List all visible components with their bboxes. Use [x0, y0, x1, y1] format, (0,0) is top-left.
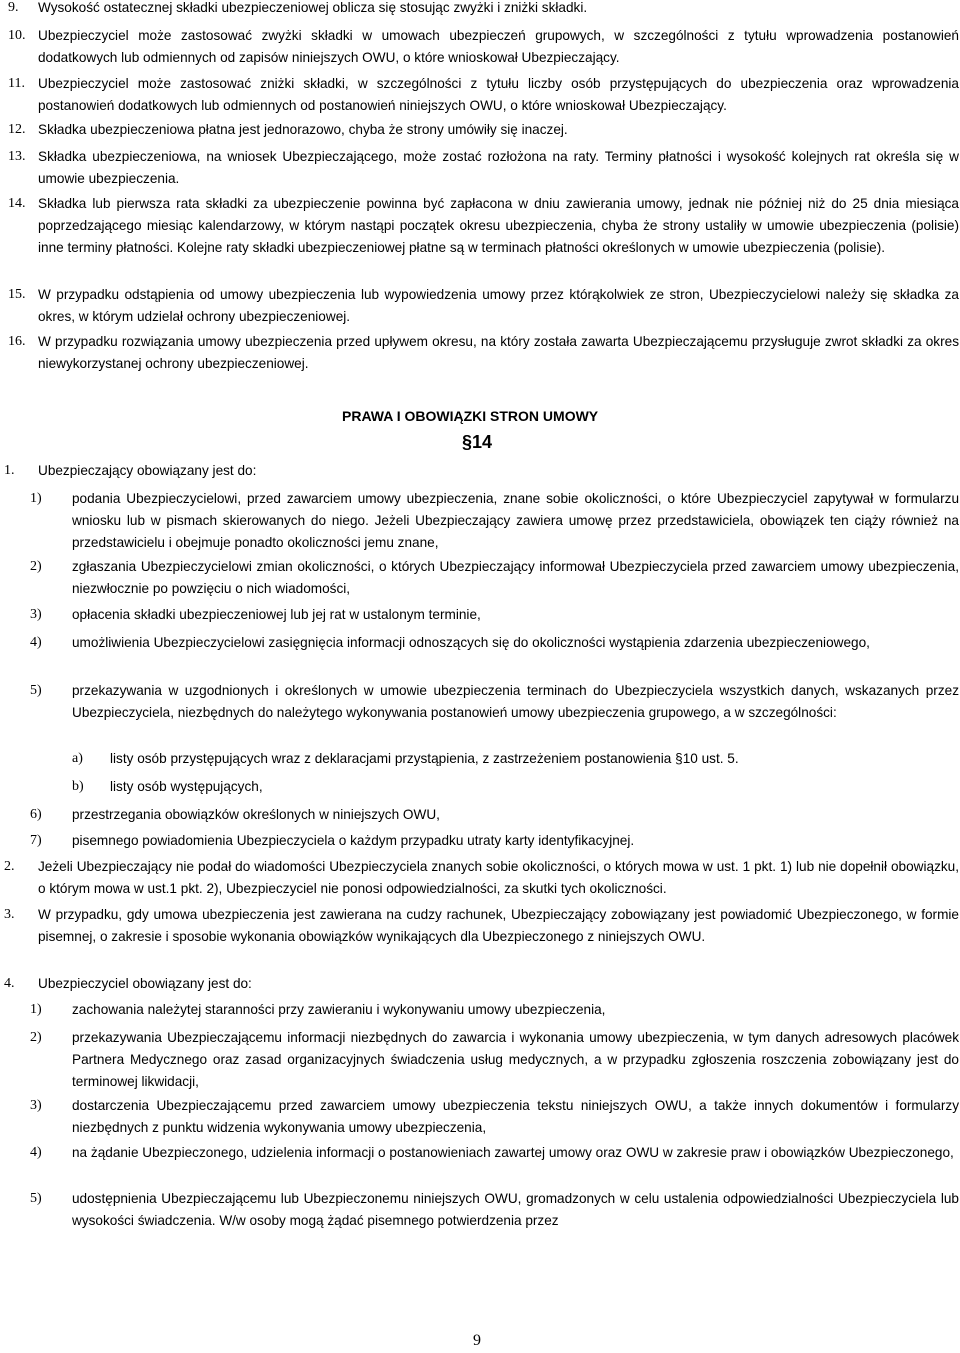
paragraph-text: Ubezpieczyciel może zastosować zniżki składki, w szczególności z tytułu liczby osób przystępujących do ubezpieczenia oraz wprowadzenia postanowień dodatkowych lub odmiennych od postanowień niniejszych OWU, o które wnioskował Ubezpieczający.	[38, 76, 959, 113]
subitem-text: listy osób występujących,	[110, 779, 263, 794]
item-number: 5)	[30, 683, 42, 698]
paragraph-text: Ubezpieczyciel może zastosować zwyżki składki w umowach ubezpieczeń grupowych, w szczególności z tytułu wprowadzenia postanowień dodatkowych lub odmiennych od zapisów niniejszych OWU, o które wnioskował Ubezpieczający.	[38, 28, 959, 65]
item-text: udostępnienia Ubezpieczającemu lub Ubezpieczonemu niniejszych OWU, gromadzonych w celu ustalenia odpowiedzialności Ubezpieczyciela lub wysokości świadczenia. W/w osoby mogą żądać pisemnego potwierdzenia przez	[72, 1191, 959, 1228]
item-text: pisemnego powiadomienia Ubezpieczyciela o każdym przypadku utraty karty identyfikacyjnej.	[72, 833, 635, 848]
paragraph-number: 11.	[8, 76, 25, 91]
item-number: 1)	[30, 491, 42, 506]
item-text: zachowania należytej staranności przy zawieraniu i wykonywaniu umowy ubezpieczenia,	[72, 1002, 606, 1017]
paragraph-text: Składka ubezpieczeniowa, na wniosek Ubezpieczającego, może zostać rozłożona na raty. Terminy płatności i wysokość kolejnych rat określa się w umowie ubezpieczenia.	[38, 149, 959, 186]
item-number: 3)	[30, 607, 42, 622]
item-number: 4)	[30, 635, 42, 650]
subitem-text: listy osób przystępujących wraz z deklaracjami przystąpienia, z zastrzeżeniem postanowienia §10 ust. 5.	[110, 751, 739, 766]
item-number: 4)	[30, 1145, 42, 1160]
item-number: 6)	[30, 807, 42, 822]
point-text: Ubezpieczyciel obowiązany jest do:	[38, 976, 252, 991]
point-number: 3.	[4, 907, 15, 922]
point-text: Jeżeli Ubezpieczający nie podał do wiadomości Ubezpieczyciela znanych sobie okoliczności, o których mowa w ust. 1 pkt. 1) lub nie dopełnił obowiązku, o którym mowa w ust.1 pkt. 2), Ubezpieczyciel nie ponosi odpowiedzialności, za skutki tych okoliczności.	[38, 859, 959, 896]
item-number: 3)	[30, 1098, 42, 1113]
paragraph-text: W przypadku rozwiązania umowy ubezpieczenia przed upływem okresu, na który została zawarta Ubezpieczającemu przysługuje zwrot składki za okres niewykorzystanej ochrony ubezpieczeniowej.	[38, 334, 959, 371]
paragraph-number: 13.	[8, 149, 26, 164]
item-text: przekazywania Ubezpieczającemu informacji niezbędnych do zawarcia i wykonania umowy ubezpieczenia, w tym danych adresowych placówek Partnera Medycznego oraz zasad organizacyjnych świadczenia usług medycznych, a w przypadku zgłoszenia roszczenia zobowiązany jest do terminowej likwidacji,	[72, 1030, 959, 1089]
point-text: W przypadku, gdy umowa ubezpieczenia jest zawierana na cudzy rachunek, Ubezpieczający zobowiązany jest powiadomić Ubezpieczonego, w formie pisemnej, o zakresie i sposobie wykonania obowiązków wynikających dla Ubezpieczonego z niniejszych OWU.	[38, 907, 959, 944]
point-number: 1.	[4, 463, 15, 478]
paragraph-text: Składka lub pierwsza rata składki za ubezpieczenie powinna być zapłacona w dniu zawierania umowy, jednak nie później niż do 25 dnia miesiąca poprzedzającego miesiąc kalendarzowy, w którym nastąpi początek okresu ubezpieczenia, chyba że strony ustaliły w umowie ubezpieczenia (polisie) inne terminy płatności. Kolejne raty składki ubezpieczeniowej płatne są w terminach płatności określonych w umowie ubezpieczenia (polisie).	[38, 196, 959, 255]
item-text: umożliwienia Ubezpieczycielowi zasięgnięcia informacji odnoszących się do okoliczności wystąpienia zdarzenia ubezpieczeniowego,	[72, 635, 870, 650]
paragraph-number: 16.	[8, 334, 26, 349]
item-text: zgłaszania Ubezpieczycielowi zmian okoliczności, o których Ubezpieczający informował Ubezpieczyciela przed zawarciem umowy ubezpieczenia, niezwłocznie po powzięciu o nich wiadomości,	[72, 559, 959, 596]
point-number: 4.	[4, 976, 15, 991]
item-text: przekazywania w uzgodnionych i określonych w umowie ubezpieczenia terminach do Ubezpieczyciela wszystkich danych, wskazanych przez Ubezpieczyciela, niezbędnych do należytego wykonywania postanowień umowy ubezpieczenia grupowego, a w szczególności:	[72, 683, 959, 720]
item-number: 7)	[30, 833, 42, 848]
item-number: 2)	[30, 1030, 42, 1045]
paragraph-number: 14.	[8, 196, 26, 211]
item-number: 5)	[30, 1191, 42, 1206]
paragraph-text: Wysokość ostatecznej składki ubezpieczeniowej oblicza się stosując zwyżki i zniżki składki.	[38, 0, 588, 15]
item-text: na żądanie Ubezpieczonego, udzielenia informacji o postanowieniach zawartej umowy oraz OWU w zakresie praw i obowiązków Ubezpieczonego,	[72, 1145, 954, 1160]
item-number: 1)	[30, 1002, 42, 1017]
item-number: 2)	[30, 559, 42, 574]
paragraph-text: Składka ubezpieczeniowa płatna jest jednorazowo, chyba że strony umówiły się inaczej.	[38, 122, 568, 137]
section-heading: PRAWA I OBOWIĄZKI STRON UMOWY	[342, 408, 599, 424]
paragraph-text: W przypadku odstąpienia od umowy ubezpieczenia lub wypowiedzenia umowy przez którąkolwiek ze stron, Ubezpieczycielowi należy się składka za okres, w którym udzielał ochrony ubezpieczeniowej.	[38, 287, 959, 324]
point-text: Ubezpieczający obowiązany jest do:	[38, 463, 257, 478]
page-number: 9	[473, 1332, 481, 1349]
paragraph-number: 10.	[8, 28, 26, 43]
paragraph-number: 12.	[8, 122, 26, 137]
item-text: dostarczenia Ubezpieczającemu przed zawarciem umowy ubezpieczenia tekstu niniejszych OWU, a także innych dokumentów i formularzy niezbędnych z punktu widzenia wykonywania umowy ubezpieczenia,	[72, 1098, 959, 1135]
item-text: podania Ubezpieczycielowi, przed zawarciem umowy ubezpieczenia, znane sobie okoliczności, o które Ubezpieczyciel zapytywał w formularzu wniosku lub w pismach skierowanych do niego. Jeżeli Ubezpieczający zawiera umowę przez przedstawiciela, obowiązek ten ciąży również na przedstawicielu i obejmuje ponadto okoliczności jemu znane,	[72, 491, 959, 550]
subitem-letter: b)	[72, 779, 84, 794]
section-number: §14	[462, 432, 493, 452]
item-text: opłacenia składki ubezpieczeniowej lub jej rat w ustalonym terminie,	[72, 607, 481, 622]
point-number: 2.	[4, 859, 15, 874]
item-text: przestrzegania obowiązków określonych w niniejszych OWU,	[72, 807, 440, 822]
paragraph-number: 9.	[8, 0, 19, 15]
paragraph-number: 15.	[8, 287, 26, 302]
subitem-letter: a)	[72, 751, 83, 766]
